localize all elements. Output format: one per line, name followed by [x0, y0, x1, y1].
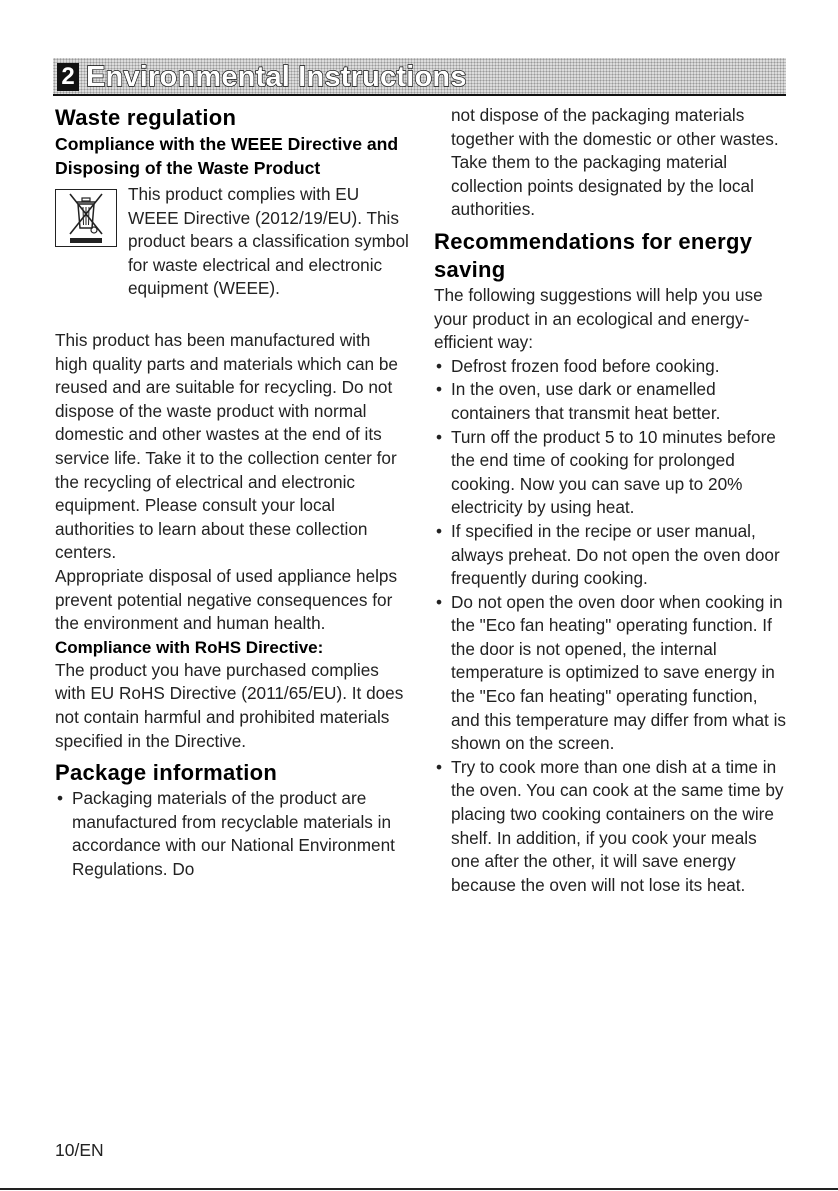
disposal-paragraph: Appropriate disposal of used appliance helps prevent potential negative consequences for the environment and human health.	[55, 565, 398, 634]
energy-tip: • If specified in the recipe or user manual, always preheat. Do not open the oven door frequently during cooking.	[434, 520, 788, 591]
right-column	[434, 104, 788, 897]
section-banner	[53, 58, 786, 96]
package-bullet: • Packaging materials of the product are manufactured from recyclable materials in accordance with our National Environment Regulations. Do	[55, 787, 407, 881]
section-number: 2	[57, 63, 79, 91]
weee-subheading: Compliance with the WEEE Directive and Disposing of the Waste Product	[55, 134, 399, 178]
recycling-paragraph: This product has been manufactured with high quality parts and materials which can be reused and are suitable for recycling. Do not dispose of the waste product with normal domestic and other wastes at the end of its service life. Take it to the collection center for the recycling of electrical and electronic equipment. Please consult your local authorities to learn about these collection centers.	[55, 330, 398, 563]
section-title: Environmental Instructions	[86, 61, 467, 93]
crossed-out-wheelie-bin-icon	[55, 189, 117, 247]
energy-tip: • Do not open the oven door when cooking in the "Eco fan heating" operating function. If the door is not opened, the internal temperature is optimized to save energy in the "Eco fan heating" operating function, and this temperature may differ from what is shown on the screen.	[434, 591, 788, 756]
energy-tip: • In the oven, use dark or enamelled containers that transmit heat better.	[434, 378, 788, 425]
waste-heading: Waste regulation	[55, 105, 237, 130]
energy-heading: Recommendations for energy saving	[434, 228, 753, 282]
package-continuation: not dispose of the packaging materials together with the domestic or other wastes. Take them to the packaging material collection points designated by the local authorities.	[451, 105, 779, 220]
weee-block	[55, 183, 407, 325]
bottom-rule	[0, 1188, 838, 1190]
energy-tip: • Turn off the product 5 to 10 minutes before the end time of cooking for prolonged cooking. Now you can save up to 20% electricity by using heat.	[434, 426, 788, 520]
weee-compliance-text: This product complies with EU WEEE Directive (2012/19/EU). This product bears a classification symbol for waste electrical and electronic equipment (WEEE).	[128, 184, 409, 299]
energy-tip: • Try to cook more than one dish at a time in the oven. You can cook at the same time by placing two cooking containers on the wire shelf. In addition, if you cook your meals one after the other, it will save energy because the oven will not lose its heat.	[434, 756, 788, 898]
left-column	[55, 104, 407, 881]
energy-tip: • Defrost frozen food before cooking.	[434, 355, 788, 379]
energy-tips-list	[434, 355, 788, 898]
rohs-paragraph: The product you have purchased complies with EU RoHS Directive (2011/65/EU). It does not contain harmful and prohibited materials specified in the Directive.	[55, 659, 404, 751]
page-number: 10/EN	[55, 1140, 104, 1160]
package-list	[55, 787, 407, 881]
energy-intro: The following suggestions will help you use your product in an ecological and energy-efficient way:	[434, 284, 763, 353]
package-heading: Package information	[55, 760, 278, 786]
rohs-heading: Compliance with RoHS Directive:	[55, 637, 324, 657]
